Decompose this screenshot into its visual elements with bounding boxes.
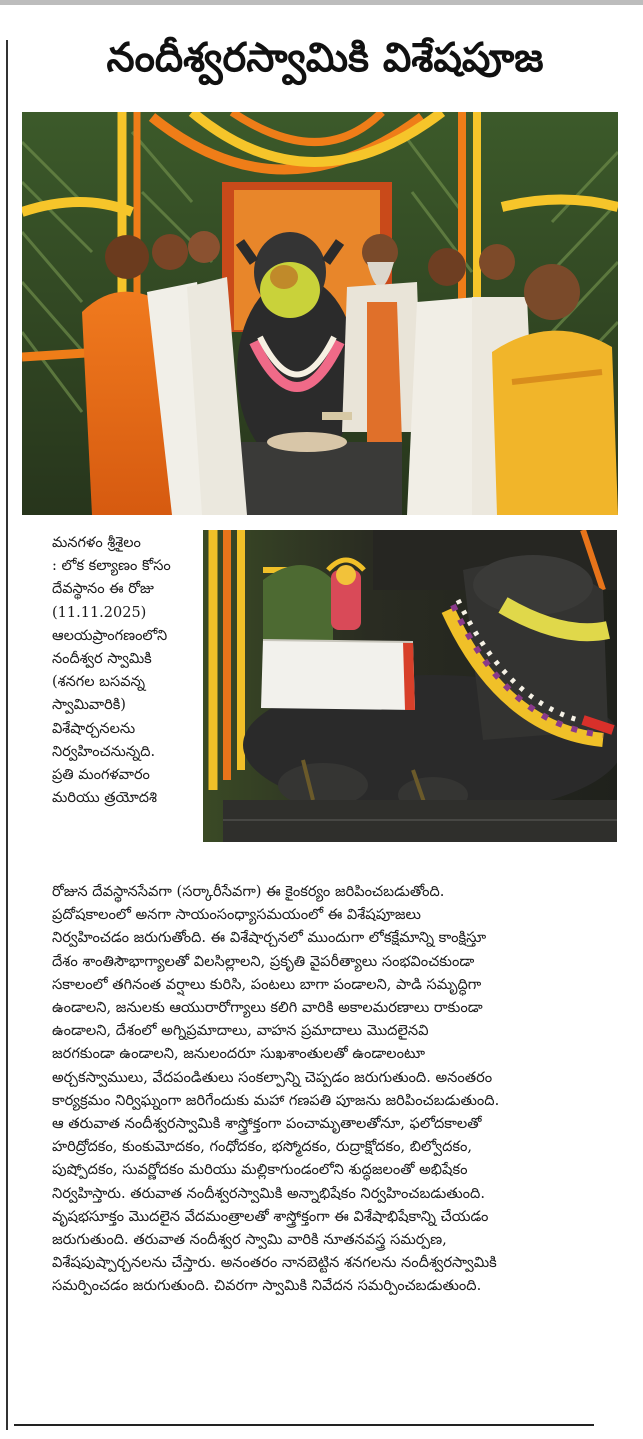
article-line: సకాలంలో తగినంత వర్షాలు కురిసి, పంటలు బాగా పండాలని, పాడి సమృద్ధిగా: [52, 975, 482, 993]
article-line: ఉండాలని, జనులకు ఆయురారోగ్యాలు కలిగి వారికి అకాలమరణాలు రాకుండా: [52, 999, 483, 1017]
article-line: నందీశ్వర స్వామికి: [52, 651, 152, 668]
article-line: (11.11.2025): [52, 604, 147, 621]
article-line: నిర్వహించనున్నది.: [52, 743, 156, 760]
article-line: స్వామివారికి): [52, 697, 126, 714]
article-line: నిర్వహించడం జరుగుతోంది. ఈ విశేషార్చనలో ముందుగా లోకక్షేమాన్ని కాంక్షిస్తూ: [52, 929, 487, 947]
article-line: ఆలయప్రాంగణంలోని: [52, 627, 168, 644]
article-line: రోజున దేవస్థానసేవగా (సర్కారీసేవగా) ఈ కైంకర్యం జరిపించబడుతోంది.: [52, 883, 445, 900]
article-line: నిర్వహిస్తారు. తరువాత నందీశ్వరస్వామికి అన్నాభిషేకం నిర్వహించబడుతుంది.: [52, 1184, 485, 1202]
article-line: ఆ తరువాత నందీశ్వరస్వామికి శాస్త్రోక్తంగా పంచామృతాలతోనూ, ఫలోదకాలతో: [52, 1115, 482, 1133]
article-intro-column: [52, 532, 198, 810]
article-body: [52, 880, 627, 1298]
article-line: మరియు త్రయోదశి: [52, 790, 158, 807]
article-line: దేవస్థానం ఈ రోజు: [52, 581, 154, 598]
bottom-rule: [14, 1424, 594, 1426]
nandi-idol-photo: [203, 530, 617, 842]
article-line: హరిద్రోదకం, కుంకుమోదకం, గంధోదకం, భస్మోదకం, రుద్రాక్షోదకం, బిల్వోదకం,: [52, 1138, 473, 1156]
article-line: సమర్పించడం జరుగుతుంది. చివరగా స్వామికి నివేదన సమర్పించబడుతుంది.: [52, 1277, 482, 1295]
article-line: విశేషపుష్పార్చనలను చేస్తారు. అనంతరం నానబెట్టిన శనగలను నందీశ్వరస్వామికి: [52, 1254, 497, 1272]
column-rule: [6, 40, 8, 1430]
article-line: దేశం శాంతిసౌభాగ్యాలతో విలసిల్లాలని, ప్రకృతి వైపరీత్యాలు సంభవించకుండా: [52, 952, 475, 970]
article-line: వృషభసూక్తం మొదలైన వేదమంత్రాలతో శాస్త్రోక్తంగా ఈ విశేషాభిషేకాన్ని చేయడం: [52, 1207, 489, 1225]
temple-nandi-puja-photo: [22, 112, 618, 515]
article-line: : లోక కల్యాణం కోసం: [52, 558, 171, 575]
article-line: ఉండాలని, దేశంలో అగ్నిప్రమాదాలు, వాహన ప్రమాదాలు మొదలైనవి: [52, 1022, 429, 1040]
headline: నందీశ్వరస్వామికి విశేషపూజ: [106, 35, 544, 81]
article-line: పుష్పోదకం, సువర్ణోదకం మరియు మల్లికాగుండంలోని శుద్ధజలంతో అభిషేకం: [52, 1161, 468, 1179]
article-line: కార్యక్రమం నిర్విఘ్నంగా జరిగేందుకు మహా గణపతి పూజను జరిపించబడుతుంది.: [52, 1091, 500, 1109]
article-line: (శనగల బసవన్న: [52, 674, 146, 691]
article-line: జరగకుండా ఉండాలని, జనులందరూ సుఖశాంతులతో ఉండాలంటూ: [52, 1045, 426, 1063]
article-line: అర్చకస్వాములు, వేదపండితులు సంకల్పాన్ని చెప్పడం జరుగుతుంది. అనంతరం: [52, 1068, 493, 1086]
article-line: జరుగుతుంది. తరువాత నందీశ్వర స్వామి వారికి నూతనవస్త్ర సమర్పణ,: [52, 1231, 447, 1249]
article-line: ప్రదోషకాలంలో అనగా సాయంసంధ్యాసమయంలో ఈ విశేషపూజలు: [52, 906, 421, 924]
article-line: విశేషార్చనలను: [52, 720, 136, 737]
article-line: ప్రతి మంగళవారం: [52, 767, 150, 784]
top-rule: [0, 0, 643, 5]
article-line: మనగళం శ్రీశైలం: [52, 535, 141, 551]
